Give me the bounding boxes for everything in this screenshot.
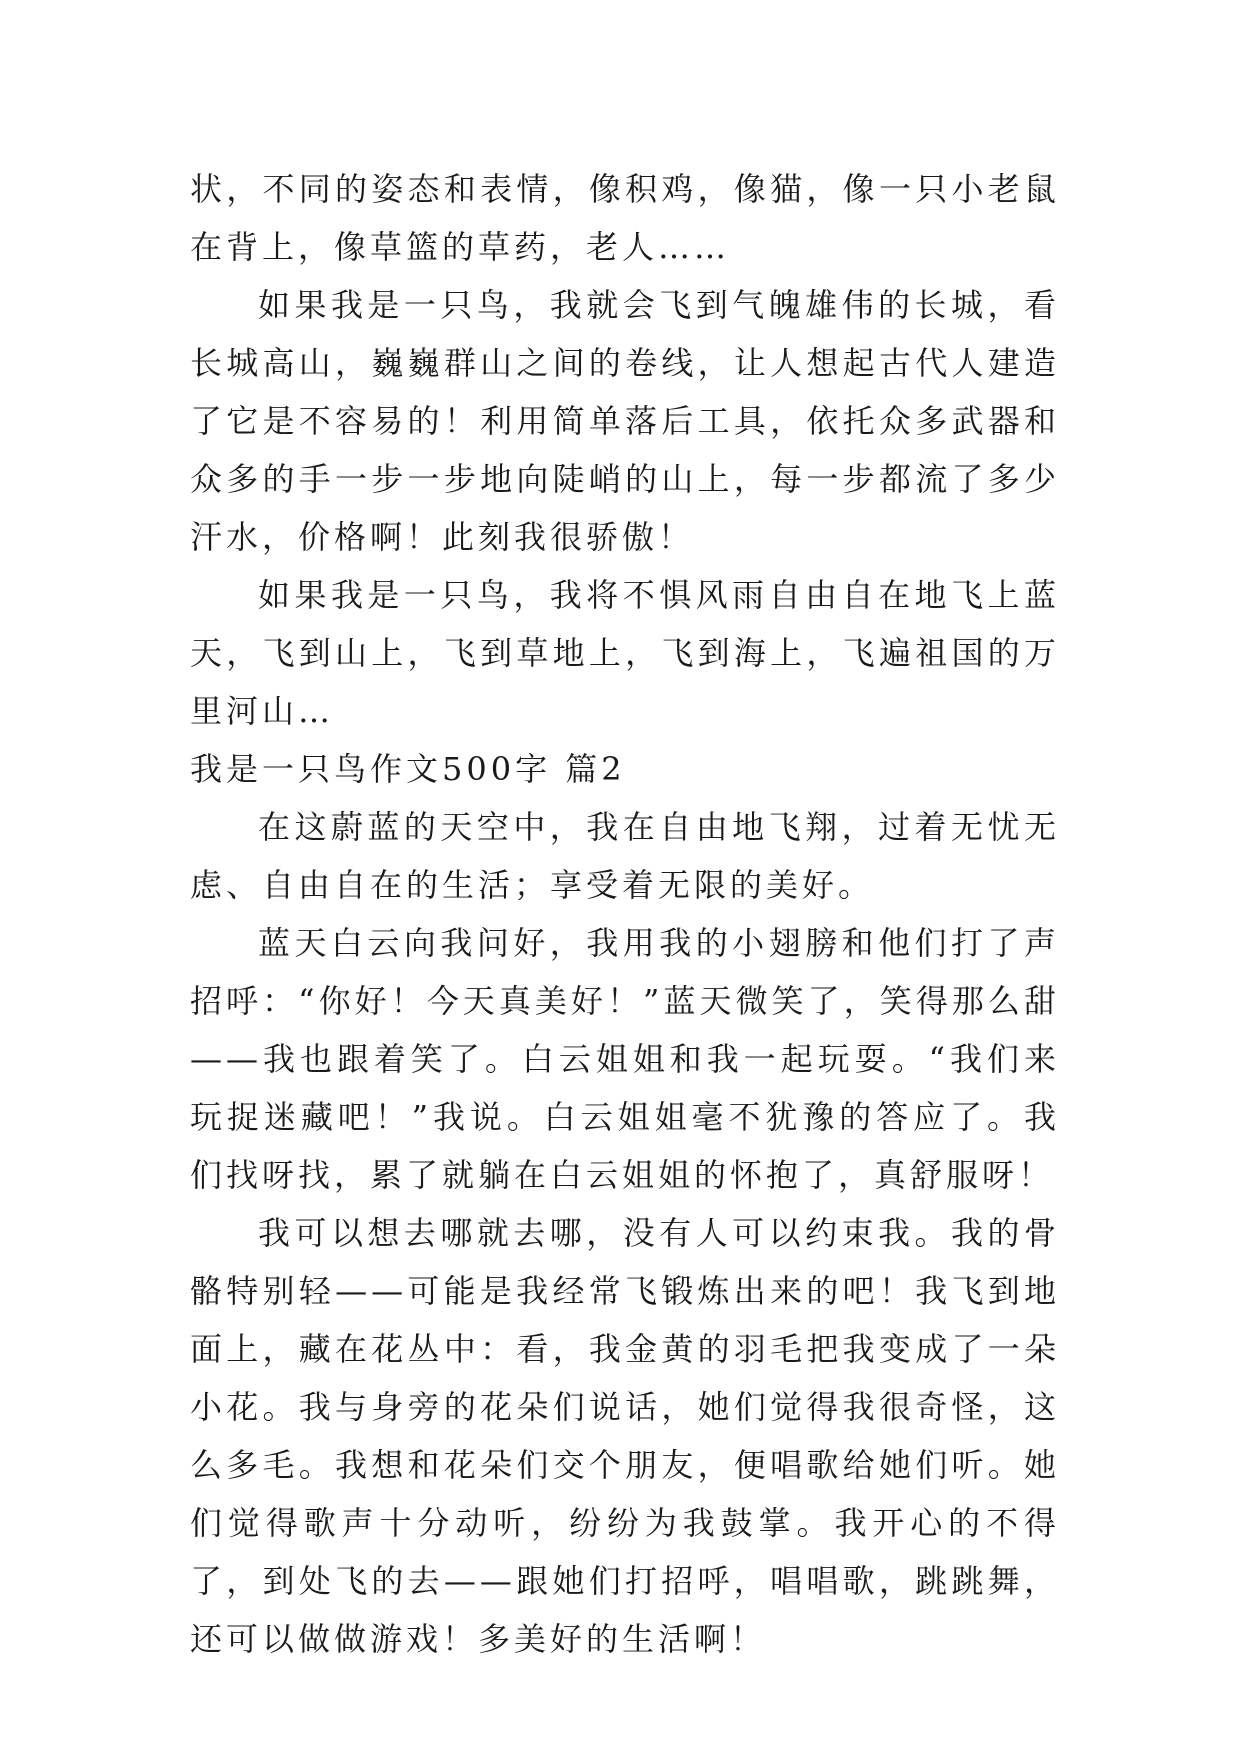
paragraph-1: 状，不同的姿态和表情，像积鸡，像猫，像一只小老鼠在背上，像草篮的草药，老人…… — [190, 170, 1060, 266]
paragraph-5: 蓝天白云向我问好，我用我的小翅膀和他们打了声招呼：“你好！今天真美好！”蓝天微笑了，笑得那么甜——我也跟着笑了。白云姐姐和我一起玩耍。“我们来玩捉迷藏吧！”我说。白云姐姐毫不犹豫的答应了。我们找呀找，累了就躺在白云姐姐的怀抱了，真舒服呀！ — [190, 924, 1060, 1194]
paragraph-2: 如果我是一只鸟，我就会飞到气魄雄伟的长城，看长城高山，巍巍群山之间的卷线，让人想起古代人建造了它是不容易的！利用简单落后工具，依托众多武器和众多的手一步一步地向陡峭的山上，每一步都流了多少汗水，价格啊！此刻我很骄傲！ — [190, 286, 1060, 556]
paragraph-4: 在这蔚蓝的天空中，我在自由地飞翔，过着无忧无虑、自由自在的生活；享受着无限的美好。 — [190, 808, 1060, 904]
paragraph-6: 我可以想去哪就去哪，没有人可以约束我。我的骨骼特别轻——可能是我经常飞锻炼出来的吧！我飞到地面上，藏在花丛中：看，我金黄的羽毛把我变成了一朵小花。我与身旁的花朵们说话，她们觉得我很奇怪，这么多毛。我想和花朵们交个朋友，便唱歌给她们听。她们觉得歌声十分动听，纷纷为我鼓掌。我开心的不得了，到处飞的去——跟她们打招呼，唱唱歌，跳跳舞，还可以做做游戏！多美好的生活啊！ — [190, 1214, 1060, 1658]
section-heading: 我是一只鸟作文500字 篇2 — [190, 750, 626, 788]
document-body — [190, 160, 1060, 1668]
paragraph-3: 如果我是一只鸟，我将不惧风雨自由自在地飞上蓝天，飞到山上，飞到草地上，飞到海上，飞遍祖国的万里河山… — [190, 576, 1060, 730]
